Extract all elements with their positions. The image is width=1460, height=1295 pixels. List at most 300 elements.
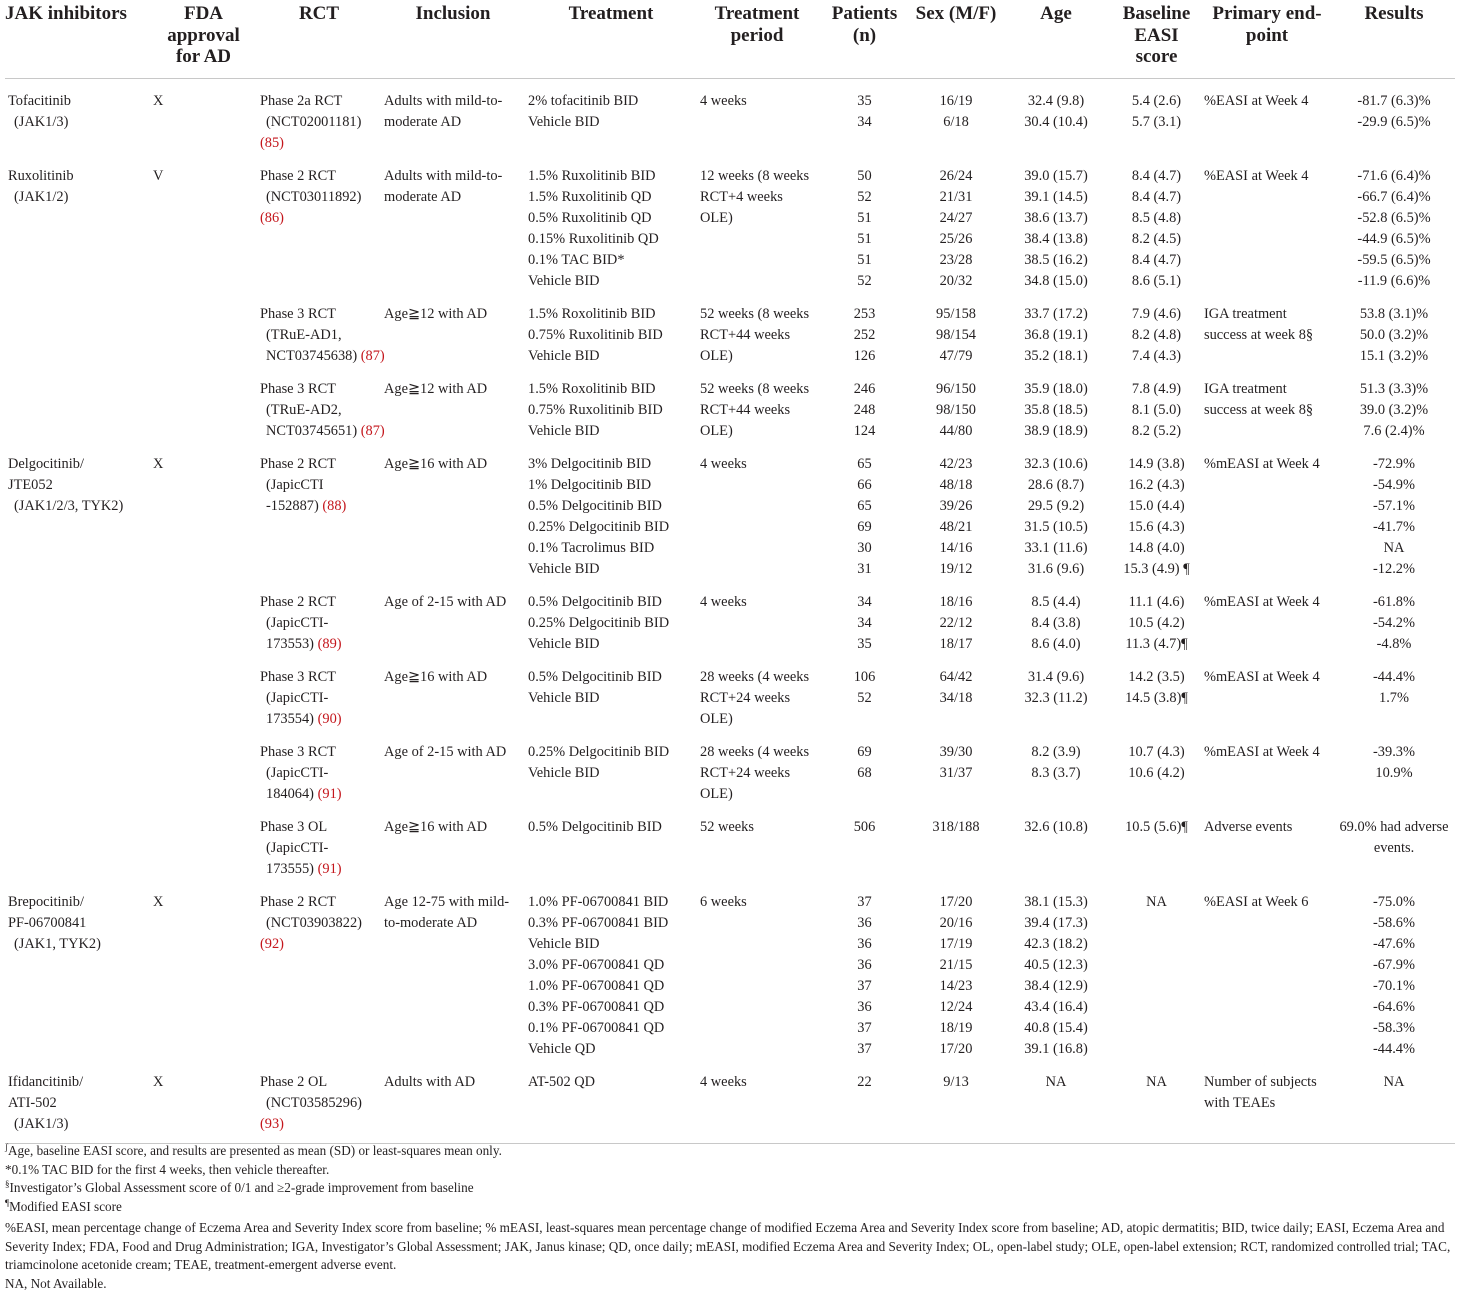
age-value: 36.8 (19.1): [1024, 326, 1088, 343]
drug-name-line: Brepocitinib/: [8, 893, 84, 910]
reference-link: (88): [322, 497, 347, 514]
age-cell: [1000, 882, 1112, 1062]
easi-cell: [1112, 444, 1201, 582]
patients-value: 52: [857, 272, 872, 289]
treatment-arm: Vehicle BID: [528, 113, 600, 130]
rct-line: Phase 2 OL: [260, 1073, 328, 1090]
drug-name-cell: [5, 1062, 150, 1144]
patients-value: 506: [853, 818, 876, 835]
sex-cell: [912, 732, 1000, 807]
patients-value: 106: [853, 668, 876, 685]
patients-cell: [817, 582, 912, 657]
reference-link: (87): [360, 347, 385, 364]
age-value: 42.3 (18.2): [1024, 935, 1088, 952]
results-cell: [1333, 582, 1455, 657]
reference-link: (92): [260, 935, 284, 952]
footnote-tac: *0.1% TAC BID for the first 4 weeks, then vehicle thereafter.: [5, 1161, 330, 1177]
rct-cell: [257, 294, 385, 369]
reference-link: (87): [360, 422, 385, 439]
treatment-arm: 0.15% Ruxolitinib QD: [528, 230, 659, 247]
header-sex: Sex (M/F): [912, 3, 1000, 78]
result-value: -59.5 (6.5)%: [1357, 251, 1431, 268]
patients-value: 35: [857, 92, 872, 109]
treatment-cell: [525, 78, 697, 156]
patients-value: 22: [857, 1073, 872, 1090]
sex-cell: [912, 882, 1000, 1062]
patients-value: 248: [853, 401, 876, 418]
table-row: [5, 1062, 1455, 1144]
table-row: [5, 444, 1455, 582]
sex-value: 21/15: [939, 956, 973, 973]
age-value: 39.1 (16.8): [1024, 1040, 1088, 1057]
sex-value: 18/19: [939, 1019, 973, 1036]
fda-approval-cell: X: [150, 1062, 257, 1144]
rct-line: 173553) (89): [266, 635, 342, 652]
age-value: 39.4 (17.3): [1024, 914, 1088, 931]
treatment-arm: Vehicle BID: [528, 560, 600, 577]
easi-value: 11.3 (4.7)¶: [1125, 635, 1188, 652]
treatment-arm: Vehicle BID: [528, 689, 600, 706]
easi-cell: [1112, 156, 1201, 294]
treatment-arm: 0.1% PF-06700841 QD: [528, 1019, 665, 1036]
result-value: -66.7 (6.4)%: [1357, 188, 1431, 205]
sex-value: 12/24: [939, 998, 973, 1015]
inclusion-cell: Age≧12 with AD: [384, 305, 488, 322]
sex-value: 17/20: [939, 1040, 973, 1057]
drug-name-line: Delgocitinib/: [8, 455, 84, 472]
results-cell: [1333, 369, 1455, 444]
treatment-arm: 0.1% TAC BID*: [528, 251, 625, 268]
patients-value: 52: [857, 188, 872, 205]
patients-value: 65: [857, 455, 872, 472]
period-cell: 4 weeks: [700, 455, 747, 472]
results-cell: [1333, 1062, 1455, 1144]
drug-group: [5, 1062, 1455, 1144]
age-value: 8.2 (3.9): [1031, 743, 1081, 760]
rct-line: Phase 2 RCT: [260, 893, 336, 910]
patients-cell: [817, 444, 912, 582]
table-footnotes: [5, 1142, 1455, 1293]
easi-value: 7.8 (4.9): [1131, 380, 1182, 397]
result-value: -58.6%: [1373, 914, 1415, 931]
result-value: 1.7%: [1379, 689, 1409, 706]
result-value: 39.0 (3.2)%: [1359, 401, 1429, 418]
age-value: 38.9 (18.9): [1024, 422, 1088, 439]
rct-line: (JapicCTI: [266, 476, 324, 493]
age-value: 43.4 (16.4): [1024, 998, 1088, 1015]
sex-value: 6/18: [943, 113, 969, 130]
footnote-measi: [5, 1198, 1455, 1217]
age-cell: [1000, 807, 1112, 882]
sex-value: 98/154: [936, 326, 976, 343]
results-cell: [1333, 294, 1455, 369]
header-treatment: Treatment: [525, 3, 697, 78]
drug-name-line: Ruxolitinib: [8, 167, 74, 184]
sex-value: 48/21: [939, 518, 973, 535]
treatment-arm: 1.5% Roxolitinib BID: [528, 380, 656, 397]
patients-value: 36: [857, 956, 872, 973]
rct-line: 184064) (91): [266, 785, 342, 802]
age-value: 32.3 (11.2): [1024, 689, 1088, 706]
age-value: 33.7 (17.2): [1024, 305, 1088, 322]
easi-value: 14.5 (3.8)¶: [1125, 689, 1188, 706]
result-value: 69.0% had adverse events.: [1339, 818, 1449, 856]
result-value: -67.9%: [1373, 956, 1415, 973]
patients-value: 51: [857, 251, 872, 268]
rct-line: (JapicCTI-: [266, 689, 329, 706]
inclusion-cell: Age≧12 with AD: [384, 380, 488, 397]
result-value: NA: [1383, 539, 1405, 556]
result-value: -54.2%: [1373, 614, 1415, 631]
treatment-arm: 1.5% Roxolitinib BID: [528, 305, 656, 322]
sex-value: 19/12: [939, 560, 973, 577]
rct-line: (JapicCTI-: [266, 614, 329, 631]
easi-value: 14.8 (4.0): [1128, 539, 1185, 556]
result-value: -70.1%: [1373, 977, 1415, 994]
reference-link: (89): [317, 635, 342, 652]
sex-value: 25/26: [939, 230, 973, 247]
age-value: 38.4 (13.8): [1024, 230, 1088, 247]
patients-value: 34: [857, 614, 872, 631]
sex-value: 23/28: [939, 251, 973, 268]
inclusion-cell: Age of 2-15 with AD: [384, 593, 507, 610]
patients-value: 124: [853, 422, 876, 439]
result-value: -54.9%: [1373, 476, 1415, 493]
sex-cell: [912, 156, 1000, 294]
header-row: [5, 3, 1455, 78]
easi-cell: [1112, 807, 1201, 882]
drug-name-cell: [5, 882, 150, 1062]
rct-cell: [257, 156, 381, 294]
endpoint-cell: %mEASI at Week 4: [1204, 455, 1320, 472]
footnote-mark: §: [5, 1179, 10, 1189]
age-value: 38.6 (13.7): [1024, 209, 1088, 226]
treatment-cell: [525, 156, 697, 294]
results-cell: [1333, 732, 1455, 807]
header-endpoint: Primary end-point: [1201, 3, 1333, 78]
result-value: -12.2%: [1373, 560, 1415, 577]
rct-line: (JapicCTI-: [266, 764, 329, 781]
header-jak: JAK inhibitors: [5, 3, 150, 78]
patients-value: 253: [853, 305, 876, 322]
sex-value: 16/19: [939, 92, 973, 109]
patients-value: 34: [857, 593, 872, 610]
sex-value: 39/30: [939, 743, 973, 760]
easi-cell: [1112, 882, 1201, 1062]
sex-value: 18/16: [939, 593, 973, 610]
result-value: -39.3%: [1373, 743, 1415, 760]
rct-line: Phase 3 RCT: [260, 668, 336, 685]
result-value: -58.3%: [1373, 1019, 1415, 1036]
easi-value: 7.9 (4.6): [1131, 305, 1182, 322]
patients-cell: [817, 294, 912, 369]
drug-group: [5, 444, 1455, 882]
age-value: 29.5 (9.2): [1027, 497, 1085, 514]
sex-value: 95/158: [936, 305, 976, 322]
period-cell: 12 weeks (8 weeks RCT+4 weeks OLE): [700, 167, 810, 226]
patients-value: 37: [857, 1040, 872, 1057]
header-easi: Baseline EASI score: [1112, 3, 1201, 78]
result-value: 10.9%: [1375, 764, 1413, 781]
patients-value: 66: [857, 476, 872, 493]
header-inclusion: Inclusion: [381, 3, 525, 78]
age-cell: [1000, 1062, 1112, 1144]
inclusion-cell: Adults with mild-to-moderate AD: [384, 92, 503, 130]
period-cell: 4 weeks: [700, 593, 747, 610]
inclusion-cell: Age of 2-15 with AD: [384, 743, 507, 760]
treatment-arm: 0.25% Delgocitinib BID: [528, 743, 670, 760]
inclusion-cell: Adults with mild-to-moderate AD: [384, 167, 503, 205]
inclusion-cell: Adults with AD: [381, 1062, 525, 1144]
easi-value: 11.1 (4.6): [1128, 593, 1185, 610]
table-row: [5, 156, 1455, 294]
age-cell: [1000, 78, 1112, 156]
endpoint-cell: %EASI at Week 4: [1204, 92, 1309, 109]
results-cell: [1333, 807, 1455, 882]
rct-cell: [257, 444, 381, 582]
header-fda: FDA approval for AD: [150, 3, 257, 78]
fda-approval-cell: X: [153, 455, 164, 472]
footnote-iga: [5, 1179, 1455, 1198]
easi-value: NA: [1146, 1073, 1167, 1090]
patients-value: 126: [853, 347, 876, 364]
period-cell: 28 weeks (4 weeks RCT+24 weeks OLE): [700, 668, 810, 727]
patients-value: 37: [857, 977, 872, 994]
rct-cell: [257, 582, 381, 657]
header-age: Age: [1000, 3, 1112, 78]
inclusion-cell: Age≧16 with AD: [384, 668, 488, 685]
age-value: 28.6 (8.7): [1027, 476, 1085, 493]
treatment-arm: AT-502 QD: [528, 1073, 596, 1090]
sex-value: 18/17: [939, 635, 973, 652]
footnote-na: NA, Not Available.: [5, 1275, 107, 1291]
treatment-cell: [525, 882, 697, 1062]
sex-value: 47/79: [939, 347, 973, 364]
age-value: 39.1 (14.5): [1024, 188, 1088, 205]
patients-value: 69: [857, 518, 872, 535]
age-value: NA: [1045, 1073, 1067, 1090]
rct-line: (TRuE-AD2,: [266, 401, 342, 418]
age-value: 40.5 (12.3): [1024, 956, 1088, 973]
header-rct: RCT: [257, 3, 381, 78]
treatment-cell: [525, 657, 697, 732]
reference-link: (91): [317, 785, 342, 802]
period-cell: 52 weeks: [700, 818, 754, 835]
treatment-arm: 0.75% Ruxolitinib BID: [528, 401, 663, 418]
easi-value: 8.1 (5.0): [1131, 401, 1182, 418]
easi-value: 15.6 (4.3): [1128, 518, 1185, 535]
period-cell: 52 weeks (8 weeks RCT+44 weeks OLE): [700, 380, 810, 439]
sex-cell: [912, 1062, 1000, 1144]
rct-line: (NCT02001181): [266, 113, 362, 130]
treatment-cell: [525, 807, 697, 882]
patients-value: 65: [857, 497, 872, 514]
age-value: 38.4 (12.9): [1024, 977, 1088, 994]
patients-value: 34: [857, 113, 872, 130]
header-period: Treatment period: [697, 3, 817, 78]
result-value: -44.9 (6.5)%: [1357, 230, 1431, 247]
result-value: -11.9 (6.6)%: [1357, 272, 1431, 289]
sex-cell: [912, 444, 1000, 582]
endpoint-cell: IGA treatment success at week 8§: [1204, 305, 1314, 343]
rct-line: (NCT03903822): [266, 914, 362, 931]
patients-value: 35: [857, 635, 872, 652]
patients-cell: [817, 882, 912, 1062]
treatment-arm: 1% Delgocitinib BID: [528, 476, 652, 493]
sex-value: 24/27: [939, 209, 973, 226]
period-cell: 4 weeks: [700, 92, 747, 109]
footnote-text: Age, baseline EASI score, and results are presented as mean (SD) or least-squares mean only.: [8, 1143, 502, 1158]
rct-cell: [257, 732, 381, 807]
easi-value: 5.4 (2.6): [1131, 92, 1182, 109]
age-value: 30.4 (10.4): [1024, 113, 1088, 130]
treatment-arm: 3.0% PF-06700841 QD: [528, 956, 665, 973]
result-value: -64.6%: [1373, 998, 1415, 1015]
sex-value: 21/31: [939, 188, 973, 205]
patients-value: 69: [857, 743, 872, 760]
drug-name-line: JTE052: [8, 476, 53, 493]
rct-cell: [257, 78, 381, 156]
easi-value: 15.3 (4.9) ¶: [1123, 560, 1190, 577]
result-value: 50.0 (3.2)%: [1359, 326, 1429, 343]
sex-value: 22/12: [939, 614, 973, 631]
easi-cell: [1112, 582, 1201, 657]
drug-name-line: Tofacitinib: [8, 92, 71, 109]
easi-value: 8.2 (4.5): [1131, 230, 1182, 247]
rct-cell: [257, 882, 381, 1062]
table-row: [5, 882, 1455, 1062]
result-value: -41.7%: [1373, 518, 1415, 535]
jak-inhibitor-table: [5, 3, 1455, 1144]
sex-value: 64/42: [939, 668, 973, 685]
easi-value: 7.4 (4.3): [1131, 347, 1182, 364]
patients-cell: [817, 657, 912, 732]
treatment-arm: Vehicle BID: [528, 935, 600, 952]
patients-value: 51: [857, 209, 872, 226]
result-value: 53.8 (3.1)%: [1359, 305, 1429, 322]
rct-cell: [257, 807, 381, 882]
header-results: Results: [1333, 3, 1455, 78]
patients-value: 36: [857, 914, 872, 931]
age-value: 8.3 (3.7): [1031, 764, 1081, 781]
drug-name-line: PF-06700841: [8, 914, 87, 931]
age-value: 35.8 (18.5): [1024, 401, 1088, 418]
rct-line: Phase 2 RCT: [260, 455, 336, 472]
patients-value: 37: [857, 1019, 872, 1036]
rct-cell: [257, 657, 381, 732]
rct-line: 173554) (90): [266, 710, 342, 727]
age-value: 33.1 (11.6): [1024, 539, 1088, 556]
treatment-cell: [525, 444, 697, 582]
easi-value: NA: [1146, 893, 1167, 910]
sex-cell: [912, 294, 1000, 369]
result-value: -29.9 (6.5)%: [1357, 113, 1431, 130]
treatment-cell: [525, 582, 697, 657]
treatment-arm: 0.5% Delgocitinib BID: [528, 668, 662, 685]
result-value: -44.4%: [1373, 668, 1415, 685]
sex-value: 98/150: [936, 401, 976, 418]
age-value: 35.2 (18.1): [1024, 347, 1088, 364]
treatment-arm: 0.75% Ruxolitinib BID: [528, 326, 663, 343]
sex-value: 14/16: [939, 539, 973, 556]
easi-value: 8.6 (5.1): [1131, 272, 1182, 289]
drug-name-line: (JAK1/2): [14, 188, 69, 205]
sex-value: 34/18: [939, 689, 973, 706]
easi-cell: [1112, 78, 1201, 156]
result-value: 7.6 (2.4)%: [1363, 422, 1425, 439]
patients-value: 246: [853, 380, 876, 397]
treatment-arm: 0.5% Delgocitinib BID: [528, 497, 662, 514]
patients-value: 36: [857, 998, 872, 1015]
period-cell: 6 weeks: [700, 893, 747, 910]
treatment-arm: 0.1% Tacrolimus BID: [528, 539, 655, 556]
treatment-arm: 3% Delgocitinib BID: [528, 455, 652, 472]
easi-cell: [1112, 369, 1201, 444]
treatment-arm: 0.25% Delgocitinib BID: [528, 614, 670, 631]
results-cell: [1333, 657, 1455, 732]
drug-name-line: (JAK1/3): [14, 1115, 69, 1132]
patients-value: 50: [857, 167, 872, 184]
age-value: 8.4 (3.8): [1031, 614, 1081, 631]
sex-cell: [912, 582, 1000, 657]
age-cell: [1000, 582, 1112, 657]
age-cell: [1000, 294, 1112, 369]
age-value: 31.5 (10.5): [1024, 518, 1088, 535]
treatment-arm: 0.5% Delgocitinib BID: [528, 593, 662, 610]
result-value: -4.8%: [1376, 635, 1412, 652]
results-cell: [1333, 882, 1455, 1062]
treatment-arm: Vehicle BID: [528, 635, 600, 652]
treatment-cell: [525, 732, 697, 807]
reference-link: (85): [260, 134, 284, 151]
endpoint-cell: IGA treatment success at week 8§: [1204, 380, 1314, 418]
rct-line: (NCT03011892): [266, 188, 362, 205]
drug-name-line: (JAK1, TYK2): [14, 935, 101, 952]
treatment-arm: Vehicle BID: [528, 347, 600, 364]
footnote-abbreviations: %EASI, mean percentage change of Eczema Area and Severity Index score from baseline; % mEASI, least-squares mean percentage change of modified Eczema Area and Severity Index score from baseline; AD, atopic dermatitis; BID, twice daily; EASI, Eczema Area and Severity Index; FDA, Food and Drug Administration; IGA, Investigator’s Global Assessment; JAK, Janus kinase; QD, once daily; mEASI, modified Eczema Area and Severity Index; OL, open-label study; OLE, open-label extension; RCT, randomized controlled trial; TAC, triamcinolone acetonide cream; TEAE, treatment-emergent adverse event.: [5, 1220, 1451, 1272]
rct-line: (TRuE-AD1,: [266, 326, 342, 343]
age-value: 8.6 (4.0): [1031, 635, 1081, 652]
footnote-text: Investigator’s Global Assessment score of 0/1 and ≥2-grade improvement from baseline: [9, 1180, 474, 1195]
age-value: 38.1 (15.3): [1024, 893, 1088, 910]
age-value: 40.8 (15.4): [1024, 1019, 1088, 1036]
rct-line: NCT03745638) (87): [266, 347, 385, 364]
sex-value: 96/150: [936, 380, 976, 397]
result-value: NA: [1383, 1073, 1405, 1090]
reference-link: (93): [260, 1115, 284, 1132]
age-value: 31.4 (9.6): [1027, 668, 1085, 685]
treatment-arm: 0.5% Delgocitinib BID: [528, 818, 662, 835]
easi-cell: [1112, 657, 1201, 732]
endpoint-cell: %EASI at Week 4: [1204, 167, 1309, 184]
sex-value: 9/13: [943, 1073, 969, 1090]
sex-value: 14/23: [939, 977, 973, 994]
rct-line: Phase 2a RCT: [260, 92, 343, 109]
fda-approval-cell: X: [153, 893, 164, 910]
patients-cell: [817, 1062, 912, 1144]
age-value: 34.8 (15.0): [1024, 272, 1088, 289]
treatment-cell: [525, 1062, 697, 1144]
sex-value: 17/19: [939, 935, 973, 952]
sex-cell: [912, 369, 1000, 444]
sex-value: 20/16: [939, 914, 973, 931]
drug-name-line: (JAK1/3): [14, 113, 69, 130]
result-value: -61.8%: [1373, 593, 1415, 610]
drug-group: [5, 882, 1455, 1062]
easi-value: 10.6 (4.2): [1128, 764, 1185, 781]
treatment-arm: Vehicle QD: [528, 1040, 596, 1057]
easi-cell: [1112, 294, 1201, 369]
